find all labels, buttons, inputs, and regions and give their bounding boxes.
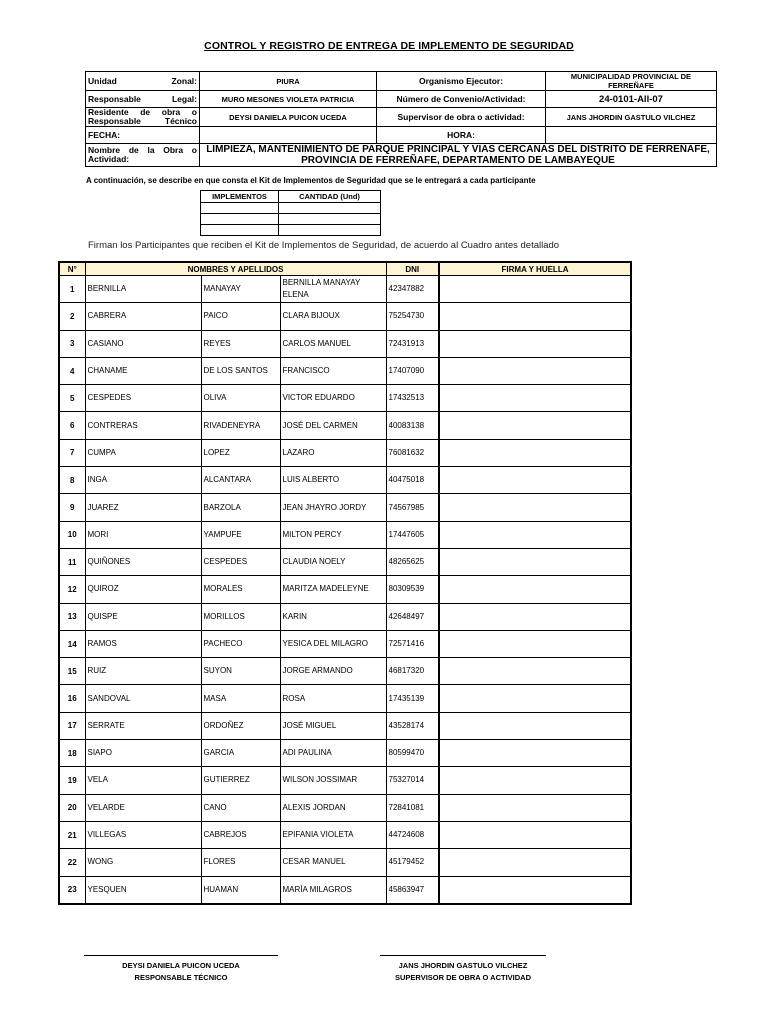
surname-2: MASA bbox=[201, 685, 280, 712]
row-number: 16 bbox=[59, 685, 85, 712]
residente-label: Residente de obra o Responsable Técnico bbox=[86, 108, 200, 127]
table-row bbox=[59, 576, 631, 603]
quantity-col-header: CANTIDAD (Und) bbox=[279, 191, 381, 203]
dni-value: 40475018 bbox=[386, 467, 439, 494]
surname-2: OLIVA bbox=[201, 385, 280, 412]
surname-2: FLORES bbox=[201, 849, 280, 876]
surname-1: QUISPE bbox=[85, 603, 201, 630]
row-number: 17 bbox=[59, 712, 85, 739]
row-number: 14 bbox=[59, 630, 85, 657]
row-number: 19 bbox=[59, 767, 85, 794]
table-row bbox=[59, 276, 631, 303]
hora-value[interactable] bbox=[546, 127, 717, 144]
signature-cell[interactable] bbox=[439, 849, 631, 876]
surname-2: MORILLOS bbox=[201, 603, 280, 630]
implement-cell[interactable] bbox=[201, 203, 279, 214]
surname-1: VELARDE bbox=[85, 794, 201, 821]
table-row bbox=[59, 357, 631, 384]
signature-cell[interactable] bbox=[439, 521, 631, 548]
dni-value: 48265625 bbox=[386, 548, 439, 575]
dni-value: 43528174 bbox=[386, 712, 439, 739]
given-names: EPIFANIA VIOLETA bbox=[280, 821, 386, 848]
surname-2: DE LOS SANTOS bbox=[201, 357, 280, 384]
signature-cell[interactable] bbox=[439, 821, 631, 848]
given-names: MARITZA MADELEYNE bbox=[280, 576, 386, 603]
signature-cell[interactable] bbox=[439, 467, 631, 494]
surname-2: CESPEDES bbox=[201, 548, 280, 575]
surname-2: GUTIERREZ bbox=[201, 767, 280, 794]
obra-label: Nombre de la Obra o Actividad: bbox=[86, 144, 200, 167]
dni-value: 80599470 bbox=[386, 740, 439, 767]
table-row bbox=[59, 821, 631, 848]
organismo-value: MUNICIPALIDAD PROVINCIAL DE FERREÑAFE bbox=[546, 72, 717, 91]
row-number: 3 bbox=[59, 330, 85, 357]
table-row bbox=[59, 494, 631, 521]
dni-value: 17432513 bbox=[386, 385, 439, 412]
signature-role-left: RESPONSABLE TÉCNICO bbox=[134, 973, 228, 982]
row-number: 4 bbox=[59, 357, 85, 384]
col-header-dni: DNI bbox=[386, 262, 439, 276]
table-row bbox=[59, 467, 631, 494]
surname-2: LOPEZ bbox=[201, 439, 280, 466]
row-number: 20 bbox=[59, 794, 85, 821]
surname-1: BERNILLA bbox=[85, 276, 201, 303]
table-row bbox=[59, 794, 631, 821]
table-row bbox=[59, 412, 631, 439]
surname-2: ALCANTARA bbox=[201, 467, 280, 494]
surname-2: MANAYAY bbox=[201, 276, 280, 303]
signature-cell[interactable] bbox=[439, 712, 631, 739]
surname-1: MORI bbox=[85, 521, 201, 548]
dni-value: 42648497 bbox=[386, 603, 439, 630]
surname-1: CUMPA bbox=[85, 439, 201, 466]
signature-cell[interactable] bbox=[439, 603, 631, 630]
given-names: LUIS ALBERTO bbox=[280, 467, 386, 494]
surname-1: QUIÑONES bbox=[85, 548, 201, 575]
table-row bbox=[59, 685, 631, 712]
table-row bbox=[59, 630, 631, 657]
surname-1: CASIANO bbox=[85, 330, 201, 357]
fecha-value[interactable] bbox=[200, 127, 377, 144]
surname-1: CHANAME bbox=[85, 357, 201, 384]
given-names: MARÍA MILAGROS bbox=[280, 876, 386, 904]
signature-name-left: DEYSI DANIELA PUICON UCEDA bbox=[122, 961, 240, 970]
table-row bbox=[59, 658, 631, 685]
surname-1: RAMOS bbox=[85, 630, 201, 657]
responsable-label: Responsable Legal: bbox=[86, 91, 200, 108]
table-row bbox=[59, 330, 631, 357]
given-names: ADI PAULINA bbox=[280, 740, 386, 767]
surname-2: BARZOLA bbox=[201, 494, 280, 521]
table-row bbox=[59, 767, 631, 794]
table-row bbox=[59, 876, 631, 904]
signature-cell[interactable] bbox=[439, 576, 631, 603]
responsable-value: MURO MESONES VIOLETA PATRICIA bbox=[200, 91, 377, 108]
surname-2: PAICO bbox=[201, 303, 280, 330]
row-number: 15 bbox=[59, 658, 85, 685]
implements-col-header: IMPLEMENTOS bbox=[201, 191, 279, 203]
dni-value: 44724608 bbox=[386, 821, 439, 848]
implement-cell[interactable] bbox=[201, 225, 279, 236]
row-number: 10 bbox=[59, 521, 85, 548]
signature-cell[interactable] bbox=[439, 385, 631, 412]
hora-label: HORA: bbox=[377, 127, 546, 144]
surname-2: RIVADENEYRA bbox=[201, 412, 280, 439]
row-number: 5 bbox=[59, 385, 85, 412]
given-names: CARLOS MANUEL bbox=[280, 330, 386, 357]
row-number: 9 bbox=[59, 494, 85, 521]
given-names: WILSON JOSSIMAR bbox=[280, 767, 386, 794]
surname-1: YESQUEN bbox=[85, 876, 201, 904]
supervisor-label: Supervisor de obra o actividad: bbox=[377, 108, 546, 127]
signature-cell[interactable] bbox=[439, 794, 631, 821]
implement-cell[interactable] bbox=[201, 214, 279, 225]
given-names: CLAUDIA NOELY bbox=[280, 548, 386, 575]
dni-value: 17435139 bbox=[386, 685, 439, 712]
surname-1: SERRATE bbox=[85, 712, 201, 739]
surname-1: RUIZ bbox=[85, 658, 201, 685]
row-number: 1 bbox=[59, 276, 85, 303]
document-title: CONTROL Y REGISTRO DE ENTREGA DE IMPLEMENTO DE SEGURIDAD bbox=[204, 40, 574, 52]
given-names: VICTOR EDUARDO bbox=[280, 385, 386, 412]
given-names: LAZARO bbox=[280, 439, 386, 466]
row-number: 12 bbox=[59, 576, 85, 603]
dni-value: 45863947 bbox=[386, 876, 439, 904]
table-row bbox=[59, 385, 631, 412]
dni-value: 76081632 bbox=[386, 439, 439, 466]
signature-cell[interactable] bbox=[439, 303, 631, 330]
fecha-label: FECHA: bbox=[86, 127, 200, 144]
dni-value: 72841081 bbox=[386, 794, 439, 821]
signature-line-left bbox=[84, 955, 278, 956]
given-names: CESAR MANUEL bbox=[280, 849, 386, 876]
given-names: JOSÉ DEL CARMEN bbox=[280, 412, 386, 439]
row-number: 11 bbox=[59, 548, 85, 575]
table-row bbox=[59, 303, 631, 330]
given-names: BERNILLA MANAYAY ELENA bbox=[280, 276, 386, 303]
surname-1: JUAREZ bbox=[85, 494, 201, 521]
signature-name-right: JANS JHORDIN GASTULO VILCHEZ bbox=[398, 961, 528, 970]
dni-value: 17407090 bbox=[386, 357, 439, 384]
quantity-cell[interactable] bbox=[279, 225, 381, 236]
signature-cell[interactable] bbox=[439, 412, 631, 439]
surname-2: PACHECO bbox=[201, 630, 280, 657]
row-number: 18 bbox=[59, 740, 85, 767]
given-names: JEAN JHAYRO JORDY bbox=[280, 494, 386, 521]
row-number: 23 bbox=[59, 876, 85, 904]
col-header-firma: FIRMA Y HUELLA bbox=[439, 262, 631, 276]
surname-2: YAMPUFE bbox=[201, 521, 280, 548]
participants-table bbox=[58, 261, 632, 905]
signature-cell[interactable] bbox=[439, 685, 631, 712]
signature-cell[interactable] bbox=[439, 767, 631, 794]
signature-block-right bbox=[368, 960, 558, 984]
intro-text: A continuación, se describe en que consta el Kit de Implementos de Seguridad que se le entregará a cada participante bbox=[86, 176, 536, 185]
convenio-label: Número de Convenio/Actividad: bbox=[377, 91, 546, 108]
implements-table bbox=[200, 190, 381, 236]
dni-value: 40083138 bbox=[386, 412, 439, 439]
signature-cell[interactable] bbox=[439, 330, 631, 357]
signature-cell[interactable] bbox=[439, 658, 631, 685]
surname-2: ORDOÑEZ bbox=[201, 712, 280, 739]
dni-value: 74567985 bbox=[386, 494, 439, 521]
given-names: ALEXIS JORDAN bbox=[280, 794, 386, 821]
signature-cell[interactable] bbox=[439, 494, 631, 521]
signature-cell[interactable] bbox=[439, 740, 631, 767]
col-header-num: N° bbox=[59, 262, 85, 276]
row-number: 6 bbox=[59, 412, 85, 439]
table-row bbox=[59, 521, 631, 548]
given-names: JORGE ARMANDO bbox=[280, 658, 386, 685]
supervisor-value: JANS JHORDIN GASTULO VILCHEZ bbox=[546, 108, 717, 127]
surname-1: INGA bbox=[85, 467, 201, 494]
surname-1: CESPEDES bbox=[85, 385, 201, 412]
given-names: CLARA BIJOUX bbox=[280, 303, 386, 330]
surname-1: WONG bbox=[85, 849, 201, 876]
row-number: 7 bbox=[59, 439, 85, 466]
given-names: FRANCISCO bbox=[280, 357, 386, 384]
given-names: MILTON PERCY bbox=[280, 521, 386, 548]
quantity-cell[interactable] bbox=[279, 214, 381, 225]
dni-value: 17447605 bbox=[386, 521, 439, 548]
signature-block-left bbox=[84, 960, 278, 984]
col-header-names: NOMBRES Y APELLIDOS bbox=[85, 262, 386, 276]
row-number: 22 bbox=[59, 849, 85, 876]
sign-note: Firman los Participantes que reciben el Kit de Implementos de Seguridad, de acuerdo al Cuadro antes detallado bbox=[88, 240, 560, 251]
table-row bbox=[59, 603, 631, 630]
surname-2: MORALES bbox=[201, 576, 280, 603]
signature-cell[interactable] bbox=[439, 876, 631, 904]
dni-value: 72571416 bbox=[386, 630, 439, 657]
surname-2: SUYON bbox=[201, 658, 280, 685]
table-row bbox=[59, 439, 631, 466]
organismo-label: Organismo Ejecutor: bbox=[377, 72, 546, 91]
dni-value: 45179452 bbox=[386, 849, 439, 876]
table-row bbox=[59, 712, 631, 739]
given-names: JOSÉ MIGUEL bbox=[280, 712, 386, 739]
surname-1: SANDOVAL bbox=[85, 685, 201, 712]
unidad-zonal-value: PIURA bbox=[200, 72, 377, 91]
signature-cell[interactable] bbox=[439, 548, 631, 575]
surname-1: SIAPO bbox=[85, 740, 201, 767]
surname-2: GARCIA bbox=[201, 740, 280, 767]
obra-value: LIMPIEZA, MANTENIMIENTO DE PARQUE PRINCIPAL Y VIAS CERCANAS DEL DISTRITO DE FERREÑAFE, PROVINCIA DE FERREÑAFE, DEPARTAMENTO DE LAMBAYEQUE bbox=[200, 144, 717, 167]
participants-body bbox=[59, 276, 631, 904]
surname-2: HUAMAN bbox=[201, 876, 280, 904]
surname-1: VILLEGAS bbox=[85, 821, 201, 848]
dni-value: 75327014 bbox=[386, 767, 439, 794]
signature-cell[interactable] bbox=[439, 357, 631, 384]
row-number: 8 bbox=[59, 467, 85, 494]
table-row bbox=[59, 548, 631, 575]
signature-line-right bbox=[380, 955, 546, 956]
dni-value: 42347882 bbox=[386, 276, 439, 303]
row-number: 13 bbox=[59, 603, 85, 630]
row-number: 2 bbox=[59, 303, 85, 330]
given-names: YESICA DEL MILAGRO bbox=[280, 630, 386, 657]
given-names: KARIN bbox=[280, 603, 386, 630]
surname-2: CABREJOS bbox=[201, 821, 280, 848]
table-row bbox=[59, 849, 631, 876]
row-number: 21 bbox=[59, 821, 85, 848]
residente-value: DEYSI DANIELA PUICON UCEDA bbox=[200, 108, 377, 127]
quantity-cell[interactable] bbox=[279, 203, 381, 214]
signature-cell[interactable] bbox=[439, 439, 631, 466]
surname-2: CANO bbox=[201, 794, 280, 821]
surname-1: CABRERA bbox=[85, 303, 201, 330]
unidad-zonal-label: Unidad Zonal: bbox=[86, 72, 200, 91]
surname-1: CONTRERAS bbox=[85, 412, 201, 439]
signature-role-right: SUPERVISOR DE OBRA O ACTIVIDAD bbox=[395, 973, 531, 982]
signature-cell[interactable] bbox=[439, 630, 631, 657]
surname-1: QUIROZ bbox=[85, 576, 201, 603]
dni-value: 72431913 bbox=[386, 330, 439, 357]
given-names: ROSA bbox=[280, 685, 386, 712]
signature-cell[interactable] bbox=[439, 276, 631, 303]
convenio-value: 24-0101-All-07 bbox=[546, 91, 717, 108]
dni-value: 75254730 bbox=[386, 303, 439, 330]
surname-2: REYES bbox=[201, 330, 280, 357]
surname-1: VELA bbox=[85, 767, 201, 794]
table-row bbox=[59, 740, 631, 767]
header-info-table bbox=[85, 71, 717, 167]
dni-value: 80309539 bbox=[386, 576, 439, 603]
dni-value: 46817320 bbox=[386, 658, 439, 685]
